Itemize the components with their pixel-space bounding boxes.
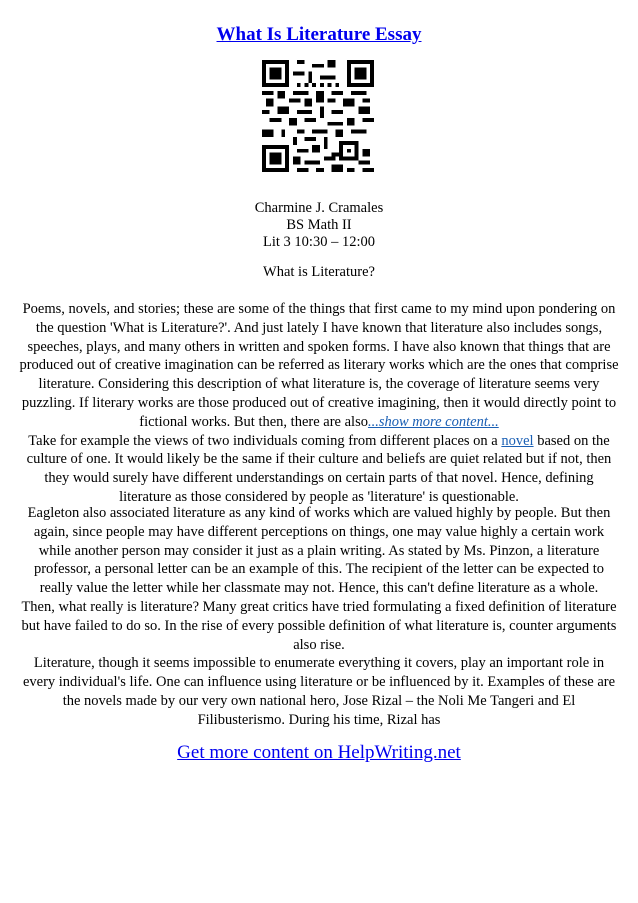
paragraph-text: Then, what really is literature? Many great critics have tried formulating a fixed definition of literature but have failed to do so. In the rise of every possible definition of what literature is, counter arguments also rise. xyxy=(21,598,617,653)
paragraph-text: Take for example the views of two individuals coming from different places on a xyxy=(28,432,498,449)
author-info xyxy=(0,200,638,251)
paragraph-intro xyxy=(18,300,620,507)
class-schedule: Lit 3 10:30 – 12:00 xyxy=(263,234,375,250)
essay-question: What is Literature? xyxy=(263,264,375,280)
get-more-content-link[interactable]: Get more content on HelpWriting.net xyxy=(177,742,461,763)
paragraph-text: Literature, though it seems impossible to enumerate everything it covers, play an important role in every individual's life. One can influence using literature or be influenced by it. Examples of these are the novels made by our very own national hero, Jose Rizal – the Noli Me Tangeri and El Filibusterismo. During his time, Rizal has xyxy=(22,655,616,728)
qr-code xyxy=(262,60,374,172)
paragraph-text: Poems, novels, and stories; these are some of the things that first came to my mind upon pondering on the question 'What is Literature?'. And just lately I have known that literature also includes songs, speeches, plays, and many others in written and spoken forms. I have also known that things that are produced out of creative imagination can be referred as literary works which are the ones that comprise literature. Considering this description of what literature is, the coverage of literature seems very puzzling. If literary works are those produced out of creative imagining, then it would directly point to fictional works. But then, there are also xyxy=(19,301,619,430)
show-more-link[interactable]: ...show more content... xyxy=(367,413,499,430)
paragraph-text: Eagleton also associated literature as any kind of works which are valued highly by people. But then again, since people may have different perceptions on things, one may value highly a certain work while another person may consider it just as a plain writing. As stated by Ms. Pinzon, a literature professor, a personal letter can be an example of this. The recipient of the letter can be expected to really value the letter while her classmate may not. Hence, this can't define literature as a whole. xyxy=(27,505,611,597)
author-name: Charmine J. Cramales xyxy=(254,200,384,216)
paragraph-body xyxy=(18,504,620,730)
document-title[interactable]: What Is Literature Essay xyxy=(216,24,422,45)
course-name: BS Math II xyxy=(286,217,352,233)
novel-link[interactable]: novel xyxy=(501,432,534,449)
paragraph-text: based on the culture of one. It would likely be the same if their culture and beliefs are quiet related but if not, then they would surely have different understandings on certain parts of that novel. Hence, defining literature as those considered by people as 'literature' is questionable. xyxy=(26,432,612,505)
